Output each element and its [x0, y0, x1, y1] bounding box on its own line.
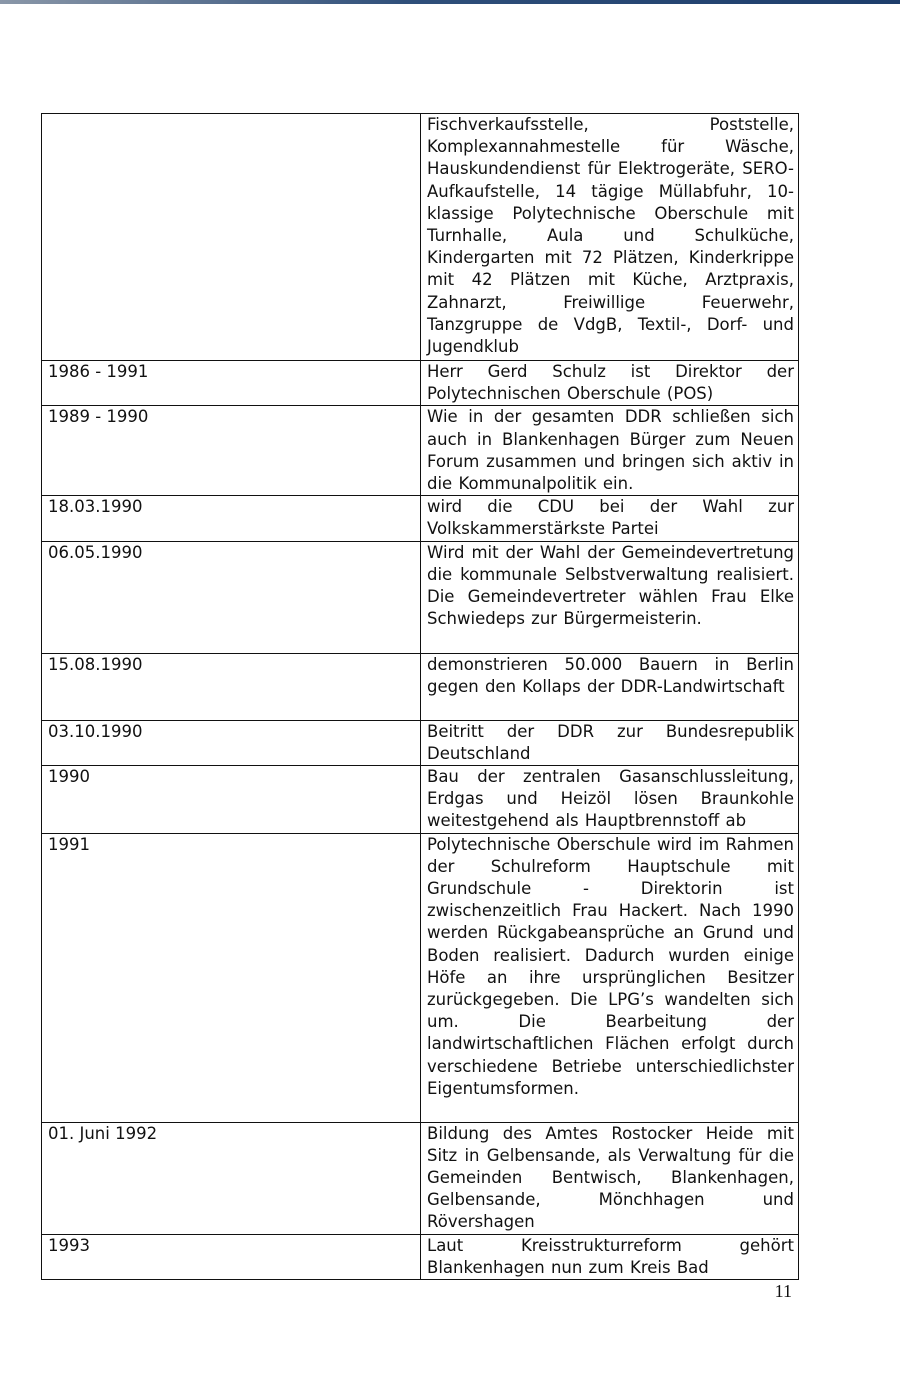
event-cell: Herr Gerd Schulz ist Direktor der Polytechnischen Oberschule (POS) [421, 361, 799, 406]
event-cell: Bildung des Amtes Rostocker Heide mit Sitz in Gelbensande, als Verwaltung für die Gemeinden Bentwisch, Blankenhagen, Gelbensande, Mönchhagen und Rövershagen [421, 1122, 799, 1234]
table-row [42, 541, 799, 653]
event-cell: Laut Kreisstrukturreform gehört Blankenhagen nun zum Kreis Bad [421, 1234, 799, 1279]
table-row [42, 114, 799, 361]
event-cell: Bau der zentralen Gasanschlussleitung, Erdgas und Heizöl lösen Braunkohle weitestgehend als Hauptbrennstoff ab [421, 766, 799, 834]
table-row [42, 766, 799, 834]
date-cell: 06.05.1990 [42, 541, 421, 653]
event-cell: Polytechnische Oberschule wird im Rahmen der Schulreform Hauptschule mit Grundschule - Direktorin ist zwischenzeitlich Frau Hackert. Nach 1990 werden Rückgabeansprüche an Grund und Boden realisiert. Dadurch wurden einige Höfe an ihre ursprünglichen Besitzer zurückgegeben. Die LPG’s wandelten sich um. Die Bearbeitung der landwirtschaftlichen Flächen erfolgt durch verschiedene Betriebe unterschiedlichster Eigentumsformen. [421, 833, 799, 1122]
date-cell: 01. Juni 1992 [42, 1122, 421, 1234]
date-cell [42, 114, 421, 361]
table-row [42, 653, 799, 720]
table-row [42, 833, 799, 1122]
date-cell: 1986 - 1991 [42, 361, 421, 406]
table-row [42, 1234, 799, 1279]
event-cell: Beitritt der DDR zur Bundesrepublik Deutschland [421, 720, 799, 765]
event-cell: Wird mit der Wahl der Gemeindevertretung die kommunale Selbstverwaltung realisiert. Die Gemeindevertreter wählen Frau Elke Schwiedeps zur Bürgermeisterin. [421, 541, 799, 653]
event-cell: demonstrieren 50.000 Bauern in Berlin gegen den Kollaps der DDR-Landwirtschaft [421, 653, 799, 720]
table-row [42, 361, 799, 406]
table-row [42, 406, 799, 496]
date-cell: 1993 [42, 1234, 421, 1279]
event-cell: Wie in der gesamten DDR schließen sich auch in Blankenhagen Bürger zum Neuen Forum zusammen und bringen sich aktiv in die Kommunalpolitik ein. [421, 406, 799, 496]
date-cell: 1989 - 1990 [42, 406, 421, 496]
chronicle-table [41, 113, 799, 1280]
table-row [42, 1122, 799, 1234]
page-number: 11 [774, 1281, 792, 1301]
date-cell: 1990 [42, 766, 421, 834]
date-cell: 03.10.1990 [42, 720, 421, 765]
event-cell: Fischverkaufsstelle, Poststelle, Komplexannahmestelle für Wäsche, Hauskundendienst für Elektrogeräte, SERO- Aufkaufstelle, 14 tägige Müllabfuhr, 10- klassige Polytechnische Oberschule mit Turnhalle, Aula und Schulküche, Kindergarten mit 72 Plätzen, Kinderkrippe mit 42 Plätzen mit Küche, Arztpraxis, Zahnarzt, Freiwillige Feuerwehr, Tanzgruppe de VdgB, Textil-, Dorf- und Jugendklub [421, 114, 799, 361]
date-cell: 18.03.1990 [42, 496, 421, 541]
date-cell: 1991 [42, 833, 421, 1122]
top-edge-rule [0, 0, 900, 4]
event-cell: wird die CDU bei der Wahl zur Volkskammerstärkste Partei [421, 496, 799, 541]
date-cell: 15.08.1990 [42, 653, 421, 720]
table-row [42, 496, 799, 541]
table-row [42, 720, 799, 765]
